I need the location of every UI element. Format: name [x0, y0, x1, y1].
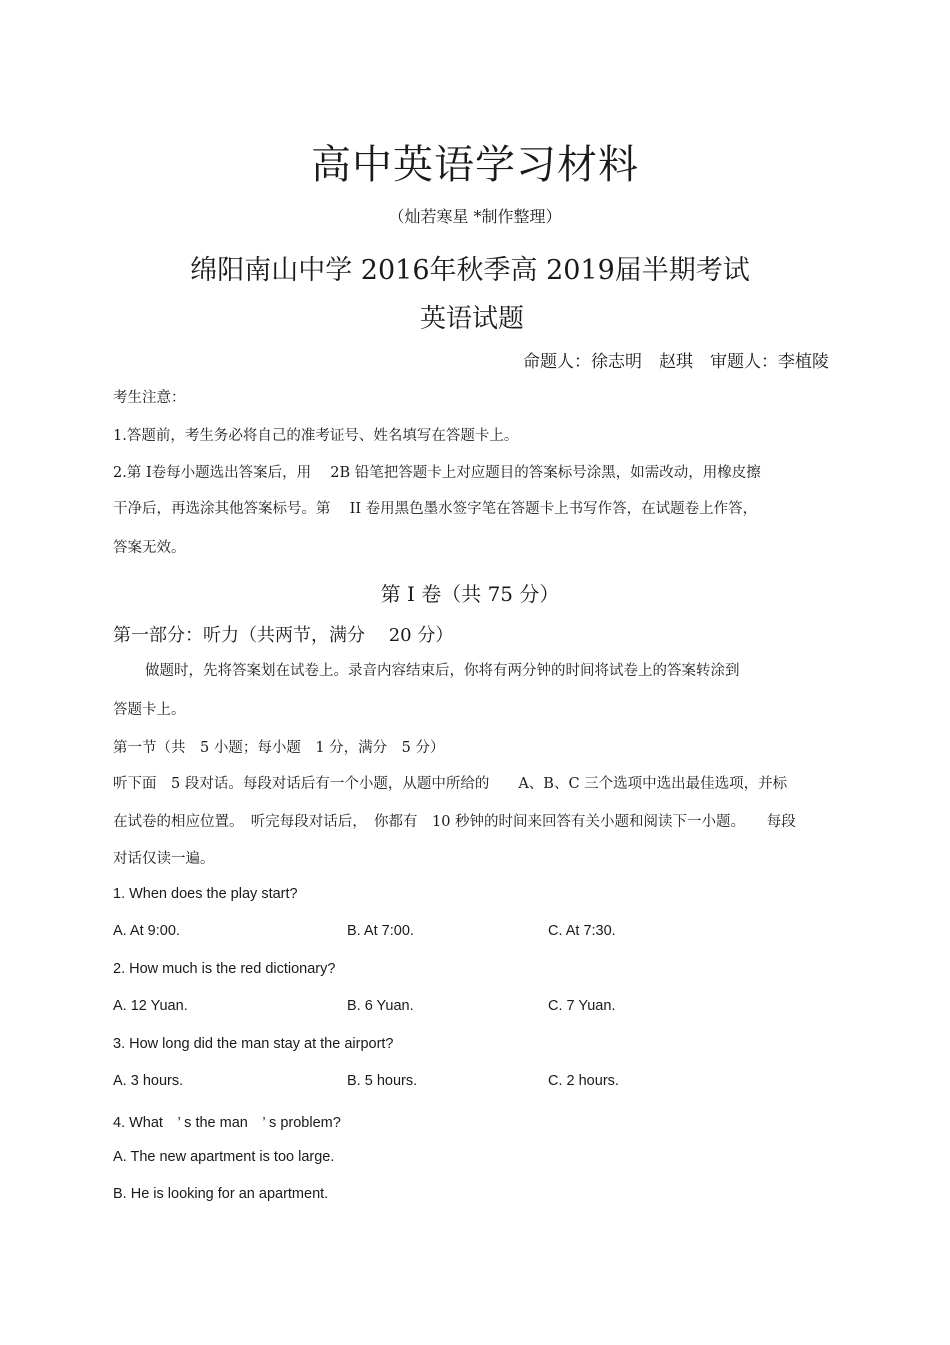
question-3-option-b: B. 5 hours.: [347, 1073, 418, 1089]
instruction-line-a: 做题时，先将答案划在试卷上。录音内容结束后，你将有两分钟的时间将试卷上的答案转涂到: [145, 663, 740, 679]
section-heading: 第 I 卷（共 75 分）: [380, 582, 560, 606]
notes-heading: 考生注意：: [113, 390, 186, 406]
exam-title: 绵阳南山中学 2016年秋季高 2019届半期考试: [190, 255, 750, 286]
question-2-option-a: A. 12 Yuan.: [113, 998, 188, 1014]
question-1-option-a: A. At 9:00.: [113, 923, 180, 939]
part-heading: 第一部分：听力（共两节，满分 20 分）: [113, 625, 454, 646]
note-line-2a: 2.第 I卷每小题选出答案后，用 2B 铅笔把答题卡上对应题目的答案标号涂黑，如需改动，用橡皮擦: [113, 465, 761, 481]
document-main-title: 高中英语学习材料: [311, 142, 639, 188]
question-2-option-c: C. 7 Yuan.: [548, 998, 616, 1014]
question-1-stem: 1. When does the play start?: [113, 886, 298, 902]
document-subtitle: （灿若寒星 *制作整理）: [388, 207, 562, 226]
question-1-option-c: C. At 7:30.: [548, 923, 616, 939]
question-3-option-a: A. 3 hours.: [113, 1073, 184, 1089]
question-3-option-c: C. 2 hours.: [548, 1073, 619, 1089]
note-line-2c: 答案无效。: [113, 540, 186, 556]
subsection-heading: 第一节（共 5 小题；每小题 1 分，满分 5 分）: [113, 740, 445, 756]
question-3-stem: 3. How long did the man stay at the airport?: [113, 1036, 394, 1052]
question-1-option-b: B. At 7:00.: [347, 923, 414, 939]
paper-title: 英语试题: [419, 304, 524, 334]
directions-line-b: 在试卷的相应位置。 听完每段对话后， 你都有 10 秒钟的时间来回答有关小题和阅读下一小题。 每段: [113, 814, 796, 830]
question-4-stem: 4. What ’ s the man ’ s problem?: [113, 1115, 341, 1131]
directions-line-a: 听下面 5 段对话。每段对话后有一个小题，从题中所给的 A、B、C 三个选项中选出最佳选项，并标: [113, 776, 788, 792]
question-4-option-b: B. He is looking for an apartment.: [113, 1186, 329, 1202]
authors-line: 命题人：徐志明 赵琪 审题人：李植陵: [523, 352, 829, 372]
instruction-line-b: 答题卡上。: [113, 702, 186, 718]
question-4-option-a: A. The new apartment is too large.: [113, 1149, 335, 1165]
note-line-1: 1.答题前，考生务必将自己的准考证号、姓名填写在答题卡上。: [113, 428, 519, 444]
directions-line-c: 对话仅读一遍。: [113, 851, 215, 867]
note-line-2b: 干净后，再选涂其他答案标号。第 II 卷用黑色墨水签字笔在答题卡上书写作答，在试题卷上作答，: [113, 501, 758, 517]
question-2-stem: 2. How much is the red dictionary?: [113, 961, 336, 977]
question-2-option-b: B. 6 Yuan.: [347, 998, 414, 1014]
